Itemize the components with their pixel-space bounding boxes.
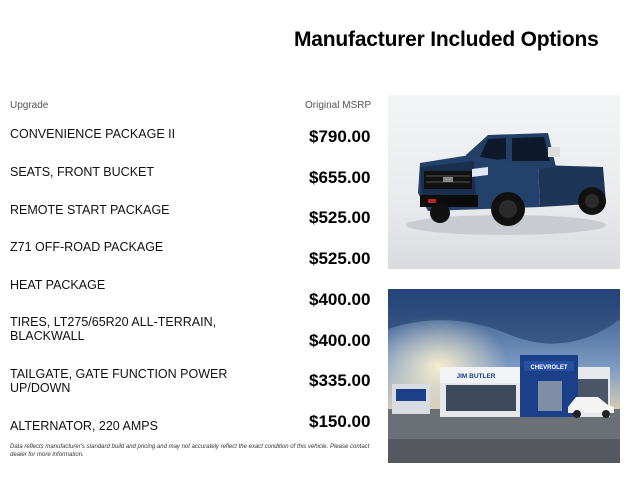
option-price: $150.00 (309, 412, 371, 431)
option-price: $655.00 (309, 168, 371, 187)
option-name: REMOTE START PACKAGE (10, 203, 170, 217)
option-name: ALTERNATOR, 220 AMPS (10, 419, 158, 433)
option-name: TAILGATE, GATE FUNCTION POWER UP/DOWN (10, 367, 228, 395)
option-price: $790.00 (309, 127, 371, 146)
page-title: Manufacturer Included Options (294, 28, 599, 51)
disclaimer-text: Data reflects manufacturer's standard build and pricing and may not accurately reflect the exact condition of this vehicle. Please contact dealer for more information. (10, 444, 370, 458)
dealer-sign-right: CHEVROLET (530, 365, 568, 371)
option-price: $525.00 (309, 208, 371, 227)
upgrade-column-header: Upgrade (10, 100, 49, 111)
dealership-photo (388, 289, 620, 463)
option-price: $525.00 (309, 249, 371, 268)
option-price: $400.00 (309, 290, 371, 309)
truck-photo (388, 95, 620, 269)
option-name: SEATS, FRONT BUCKET (10, 165, 155, 179)
option-name: CONVENIENCE PACKAGE II (10, 127, 176, 141)
option-price: $400.00 (309, 331, 371, 350)
option-name: Z71 OFF-ROAD PACKAGE (10, 240, 164, 254)
msrp-column-header: Original MSRP (305, 100, 372, 111)
dealer-sign-left: JIM BUTLER (456, 373, 496, 380)
option-name: HEAT PACKAGE (10, 278, 106, 292)
option-price: $335.00 (309, 371, 371, 390)
option-name: TIRES, LT275/65R20 ALL-TERRAIN, BLACKWALL (10, 315, 217, 343)
